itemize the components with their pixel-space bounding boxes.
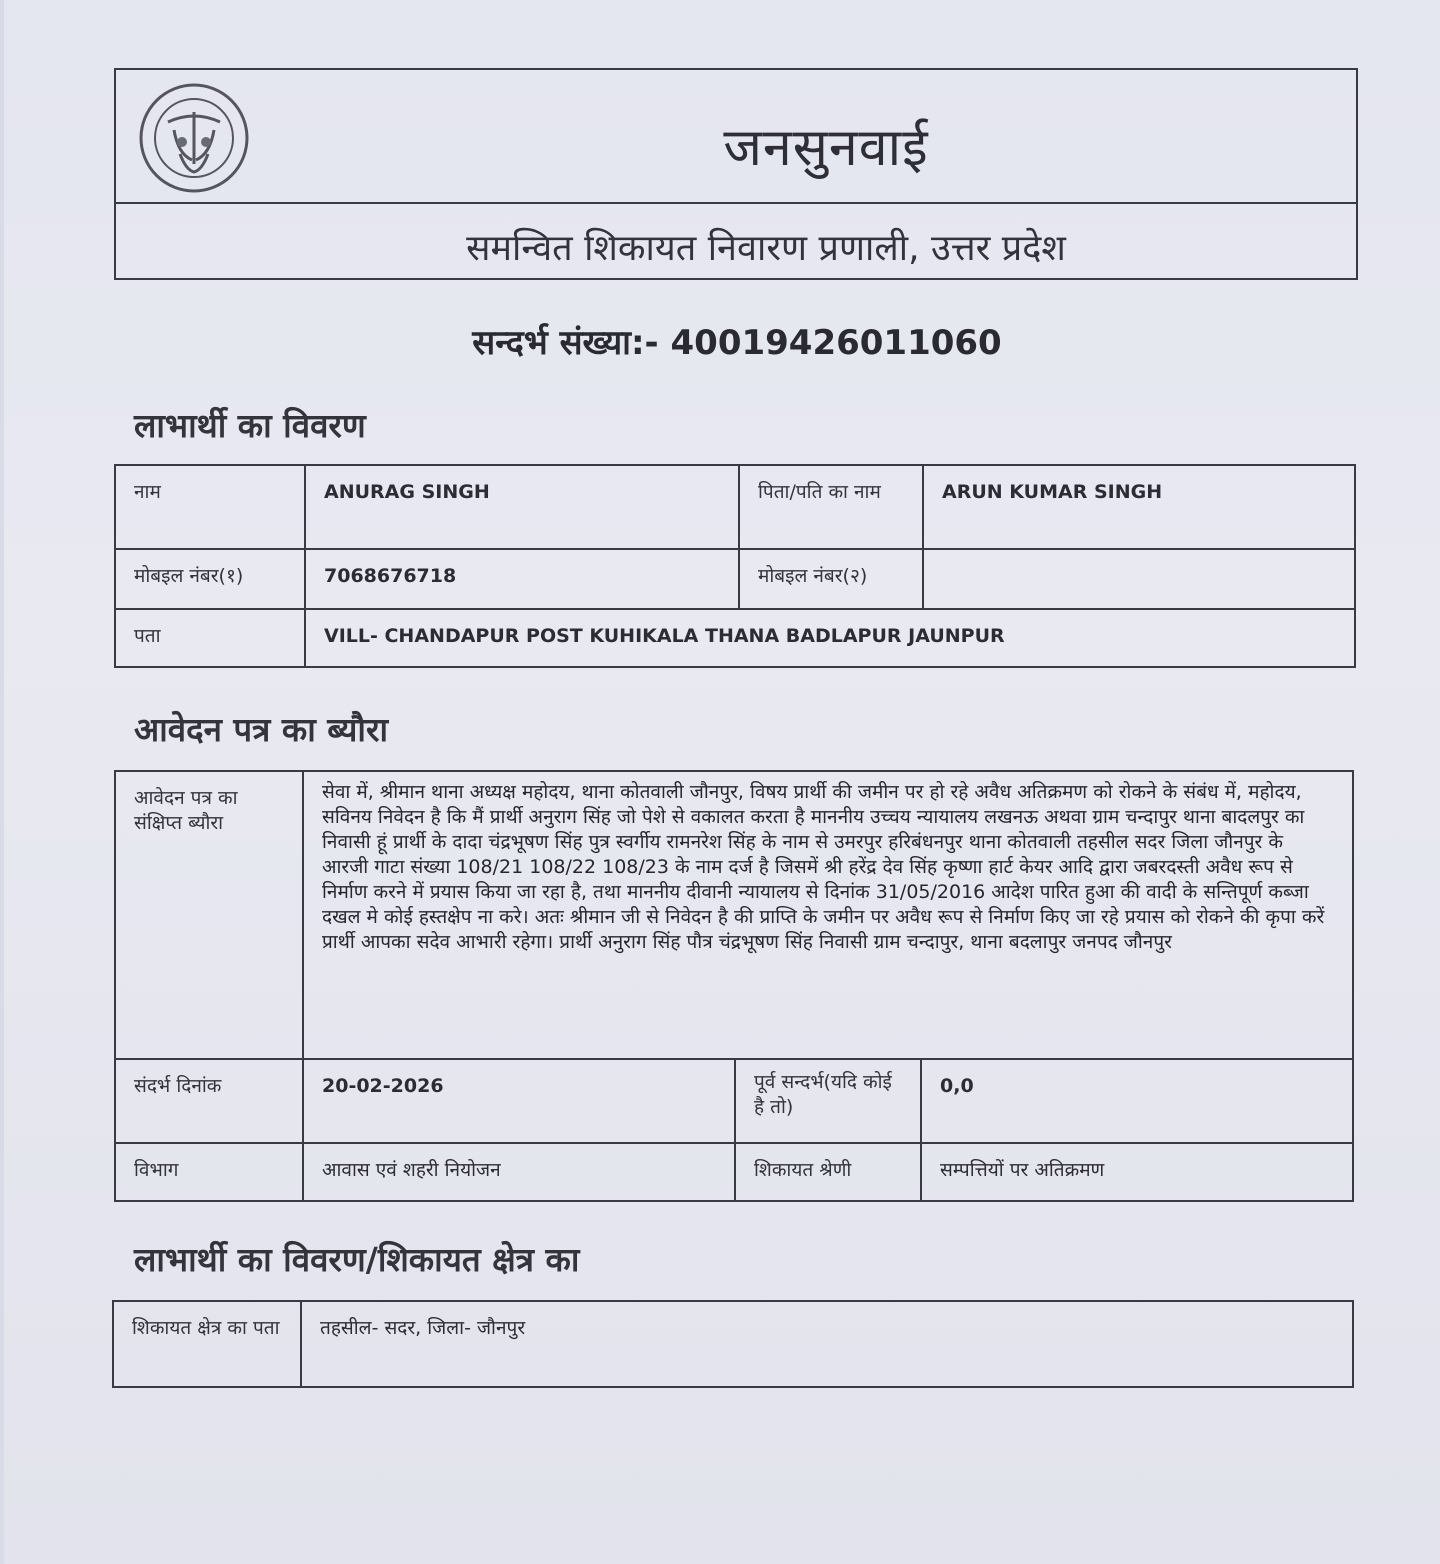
portal-subtitle: समन्वित शिकायत निवारण प्रणाली, उत्तर प्रदेश bbox=[466, 228, 1066, 269]
table-row bbox=[115, 1059, 1353, 1143]
complaint-area-table bbox=[112, 1300, 1354, 1388]
beneficiary-heading: लाभार्थी का विवरण bbox=[134, 406, 366, 445]
name-label: नाम bbox=[115, 465, 305, 549]
header-box bbox=[114, 68, 1358, 280]
table-row bbox=[115, 1143, 1353, 1201]
table-row bbox=[115, 549, 1355, 609]
address-value: VILL- CHANDAPUR POST KUHIKALA THANA BADLAPUR JAUNPUR bbox=[305, 609, 1355, 667]
application-heading: आवेदन पत्र का ब्यौरा bbox=[134, 710, 389, 749]
previous-reference-value: 0,0 bbox=[921, 1059, 1353, 1143]
beneficiary-table bbox=[114, 464, 1356, 668]
summary-text: सेवा में, श्रीमान थाना अध्यक्ष महोदय, थाना कोतवाली जौनपुर, विषय प्रार्थी की जमीन पर हो रहे अवैध अतिक्रमण को रोकने के संबंध में, महोदय, सविनय निवेदन है कि मैं प्रार्थी अनुराग सिंह जो पेशे से वकालत करता है माननीय उच्चय न्यायालय लखनऊ अथवा ग्राम चन्दापुर थाना बादलपुर का निवासी हूं प्रार्थी के दादा चंद्रभूषण सिंह पुत्र स्वर्गीय रामनरेश सिंह के नाम से उमरपुर हरिबंधनपुर थाना कोतवाली तहसील सदर जिला जौनपुर के आरजी गाटा संख्या 108/21 108/22 108/23 के नाम दर्ज है जिसमें श्री हरेंद्र देव सिंह कृष्णा हार्ट केयर आदि द्वारा जबरदस्ती अवैध रूप से निर्माण करने में प्रयास किया जा रहा है, तथा माननीय दीवानी न्यायालय से दिनांक 31/05/2016 आदेश पारित हुआ की वादी के सन्तिपूर्ण कब्जा दखल मे कोई हस्तक्षेप ना करे। अतः श्रीमान जी से निवेदन है की प्राप्ति के जमीन पर अवैध रूप से निर्माण किए जा रहे प्रयास को रोकने की कृपा करें प्रार्थी आपका सदेव आभारी रहेगा। प्रार्थी अनुराग सिंह पौत्र चंद्रभूषण सिंह निवासी ग्राम चन्दापुर, थाना बदलापुर जनपद जौनपुर bbox=[303, 771, 1353, 1059]
complaint-area-label: शिकायत क्षेत्र का पता bbox=[113, 1301, 301, 1387]
father-name-value: ARUN KUMAR SINGH bbox=[923, 465, 1355, 549]
department-label: विभाग bbox=[115, 1143, 303, 1201]
summary-label: आवेदन पत्र का संक्षिप्त ब्यौरा bbox=[115, 771, 303, 1059]
portal-title: जनसुनवाई bbox=[723, 118, 929, 178]
header-divider bbox=[116, 202, 1356, 204]
table-row bbox=[115, 609, 1355, 667]
table-row bbox=[115, 771, 1353, 1059]
mobile2-value bbox=[923, 549, 1355, 609]
complaint-category-value: सम्पत्तियों पर अतिक्रमण bbox=[921, 1143, 1353, 1201]
reference-date-label: संदर्भ दिनांक bbox=[115, 1059, 303, 1143]
father-name-label: पिता/पति का नाम bbox=[739, 465, 923, 549]
reference-label: सन्दर्भ संख्या:- bbox=[472, 323, 659, 363]
previous-reference-label: पूर्व सन्दर्भ(यदि कोई है तो) bbox=[735, 1059, 921, 1143]
reference-number: 40019426011060 bbox=[670, 323, 1002, 363]
mobile1-value: 7068676718 bbox=[305, 549, 739, 609]
mobile2-label: मोबइल नंबर(२) bbox=[739, 549, 923, 609]
reference-line bbox=[4, 318, 1440, 364]
document-page bbox=[4, 0, 1440, 1564]
mobile1-label: मोबइल नंबर(१) bbox=[115, 549, 305, 609]
reference-date-value: 20-02-2026 bbox=[303, 1059, 735, 1143]
complaint-area-value: तहसील- सदर, जिला- जौनपुर bbox=[301, 1301, 1353, 1387]
department-value: आवास एवं शहरी नियोजन bbox=[303, 1143, 735, 1201]
complaint-area-heading: लाभार्थी का विवरण/शिकायत क्षेत्र का bbox=[134, 1240, 580, 1279]
table-row bbox=[115, 465, 1355, 549]
complaint-category-label: शिकायत श्रेणी bbox=[735, 1143, 921, 1201]
address-label: पता bbox=[115, 609, 305, 667]
table-row bbox=[113, 1301, 1353, 1387]
application-table bbox=[114, 770, 1354, 1202]
name-value: ANURAG SINGH bbox=[305, 465, 739, 549]
